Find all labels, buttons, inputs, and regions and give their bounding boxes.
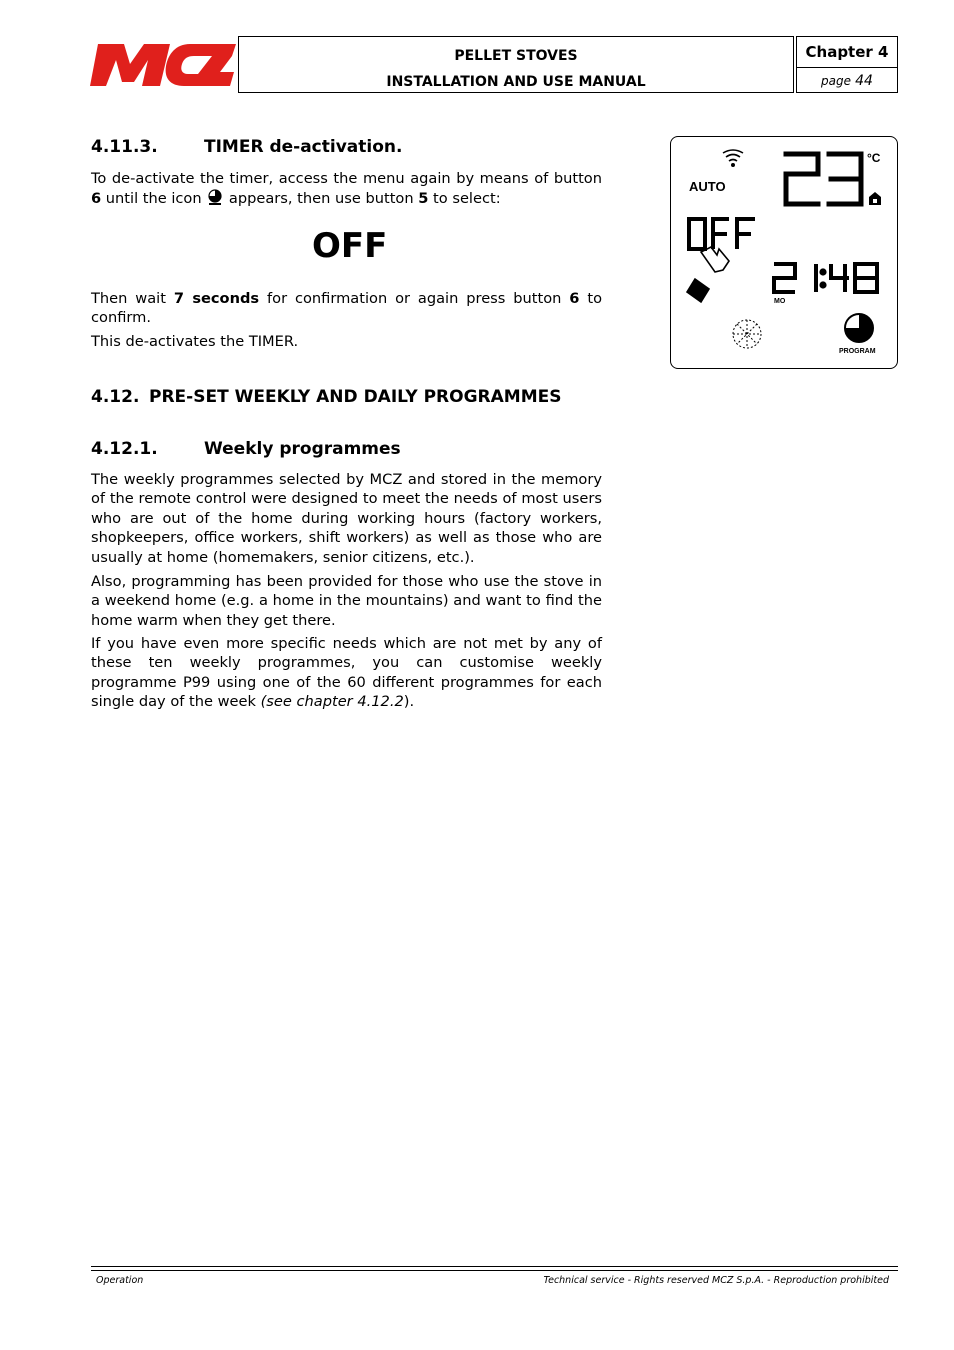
- footer-right: Technical service - Rights reserved MCZ S.p.A. - Reproduction prohibited: [543, 1275, 889, 1286]
- section-heading-4-12-1: 4.12.1. Weekly programmes: [91, 439, 401, 459]
- mode-label: AUTO: [689, 179, 726, 194]
- section-heading-4-11-3: 4.11.3. TIMER de-activation.: [91, 137, 403, 157]
- program-icon: [845, 314, 873, 342]
- header-title-line1: PELLET STOVES: [454, 48, 578, 64]
- mcz-logo: [90, 42, 236, 88]
- remote-display-illustration: [670, 136, 898, 369]
- header-title-box: [238, 36, 794, 93]
- snowflake-icon: [733, 320, 761, 348]
- clock-digits: [774, 264, 877, 292]
- temperature-unit: °C: [867, 151, 881, 165]
- header-title-line2: INSTALLATION AND USE MANUAL: [386, 74, 646, 90]
- chapter-label: Chapter 4: [797, 37, 897, 68]
- pointing-hand-icon: [687, 247, 729, 302]
- signal-icon: [723, 150, 743, 166]
- program-label: PROGRAM: [839, 348, 876, 355]
- page-number-label: page 44: [821, 73, 873, 89]
- confirmation-paragraph: Then wait 7 seconds for confirmation or again press button 6 to confirm.: [91, 290, 602, 327]
- day-label: MO: [774, 298, 786, 305]
- weekly-programmes-paragraph-2: Also, programming has been provided for those who use the stove in a weekend home (e.g. a home in the mountains) and want to find the home warm when they get there.: [91, 573, 602, 629]
- temperature-digits: [786, 154, 861, 204]
- footer-left: Operation: [96, 1275, 144, 1286]
- header-chapter-box: [796, 36, 898, 93]
- timer-deactivation-paragraph: To de-activate the timer, access the menu again by means of button 6 until the icon appears, then use button 5 to select:: [91, 170, 602, 208]
- footer-rule-bottom: [91, 1270, 898, 1271]
- status-off-digits: [689, 219, 755, 249]
- weekly-programmes-paragraph-3: If you have even more specific needs which are not met by any of these ten weekly programmes, you can customise weekly programme P99 using one of the 60 different programmes for each single day of the week (see chapter 4.12.2).: [91, 635, 602, 711]
- deactivates-timer-paragraph: This de-activates the TIMER.: [91, 333, 299, 350]
- home-icon: [869, 192, 881, 205]
- off-setting-label: OFF: [312, 226, 388, 266]
- section-heading-4-12: 4.12. PRE-SET WEEKLY AND DAILY PROGRAMMES: [91, 387, 562, 407]
- footer-rule-top: [91, 1266, 898, 1267]
- program-clock-icon: [206, 188, 224, 206]
- weekly-programmes-paragraph-1: The weekly programmes selected by MCZ and stored in the memory of the remote control were designed to meet the needs of most users who are out of the home during working hours (factory workers, shopkeepers, office workers, shift workers) as well as those who are usually at home (homemakers, senior citizens, etc.).: [91, 471, 602, 566]
